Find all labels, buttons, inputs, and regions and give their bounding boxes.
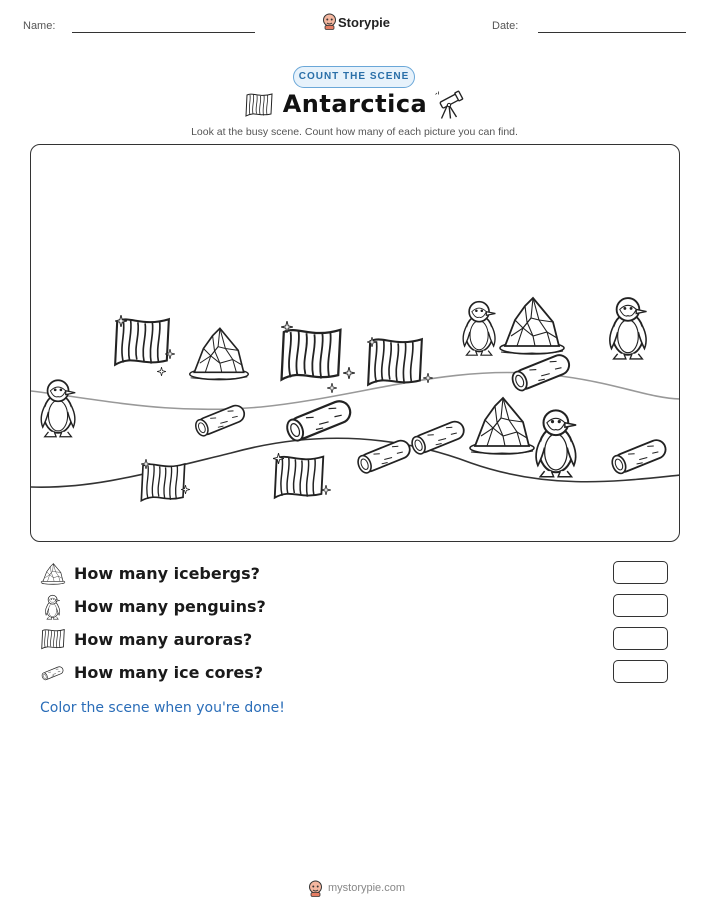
iceberg-icon: [190, 328, 249, 379]
ice-core-icon: [356, 438, 413, 475]
question-text: How many auroras?: [74, 630, 253, 649]
question-penguins: [40, 592, 670, 622]
aurora-icon: [281, 321, 355, 393]
count-scene: [30, 144, 680, 542]
near-ground-line: [31, 438, 680, 487]
page-title: Antarctica: [282, 90, 428, 118]
aurora-icon: [367, 337, 433, 385]
iceberg-icon: [470, 398, 534, 454]
aurora-icon: [40, 627, 66, 653]
question-text: How many icebergs?: [74, 564, 260, 583]
aurora-icon: [273, 453, 331, 498]
penguin-icon: [41, 380, 75, 436]
penguin-icon: [536, 410, 576, 476]
penguin-icon: [463, 302, 495, 355]
ice-core-icon: [194, 403, 247, 438]
name-label: Name:: [23, 20, 56, 32]
iceberg-icon: [500, 298, 564, 354]
brand-name: Storypie: [338, 15, 391, 30]
iceberg-icon: [40, 561, 66, 587]
telescope-icon: [434, 90, 464, 120]
mascot-icon: [308, 880, 323, 897]
far-horizon-line: [31, 372, 680, 409]
answer-box-penguins[interactable]: [613, 594, 668, 617]
question-ice-cores: [40, 658, 670, 688]
date-label: Date:: [492, 20, 519, 32]
answer-box-icebergs[interactable]: [613, 561, 668, 584]
mascot-icon: [322, 13, 337, 30]
storypie-logo: [318, 12, 398, 34]
footer-url[interactable]: mystorypie.com: [328, 882, 406, 894]
penguin-icon: [610, 298, 647, 359]
question-text: How many ice cores?: [74, 663, 264, 682]
aurora-icon: [115, 315, 175, 376]
aurora-icon: [141, 459, 190, 501]
count-the-scene-badge: COUNT THE SCENE: [293, 66, 415, 88]
scene-drawing: [31, 145, 680, 542]
ice-core-icon: [40, 660, 66, 686]
penguin-icon: [40, 594, 66, 620]
closing-instruction: Color the scene when you're done!: [40, 700, 285, 716]
answer-box-ice-cores[interactable]: [613, 660, 668, 683]
question-text: How many penguins?: [74, 597, 266, 616]
instructions: Look at the busy scene. Count how many of each picture you can find.: [191, 126, 518, 138]
name-line[interactable]: [72, 32, 255, 33]
question-auroras: [40, 625, 670, 655]
question-icebergs: [40, 559, 670, 589]
ice-core-icon: [410, 419, 467, 456]
footer: [308, 880, 418, 898]
ice-core-icon: [284, 398, 353, 443]
answer-box-auroras[interactable]: [613, 627, 668, 650]
date-line[interactable]: [538, 32, 686, 33]
ice-core-icon: [610, 437, 669, 475]
ice-core-icon: [510, 352, 572, 392]
